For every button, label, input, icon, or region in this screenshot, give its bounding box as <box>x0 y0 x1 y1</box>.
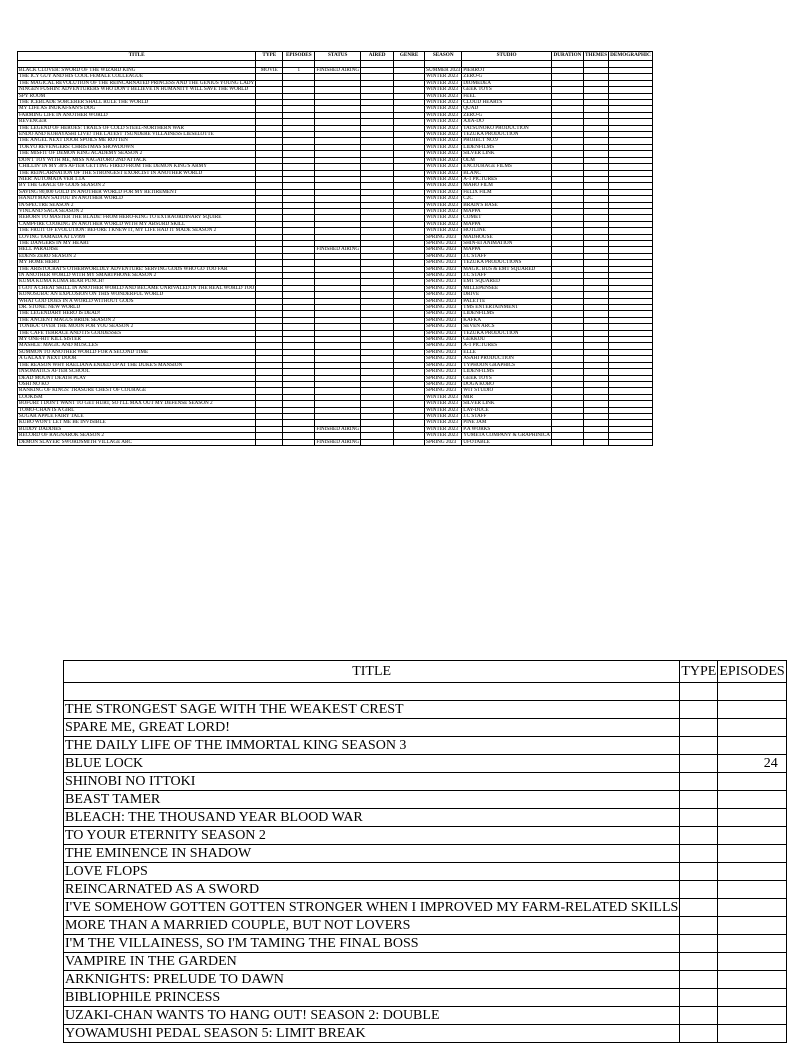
small-table-cell[interactable]: TMS ENTERTAINMENT <box>462 305 552 311</box>
small-table-cell[interactable]: TOMO-CHAN IS A GIRL <box>18 407 256 413</box>
large-table-cell[interactable] <box>680 845 718 863</box>
small-table-cell[interactable]: HOTLINE <box>462 228 552 234</box>
small-table-cell[interactable]: MIR <box>462 394 552 400</box>
small-table-cell[interactable]: WINTER 2023 <box>425 100 462 106</box>
small-table-cell[interactable]: WINTER 2023 <box>425 112 462 118</box>
large-table-cell[interactable]: YOWAMUSHI PEDAL SEASON 5: LIMIT BREAK <box>64 1025 680 1043</box>
small-table-header-cell[interactable]: AIRED <box>361 52 394 61</box>
large-table-row <box>64 881 787 899</box>
large-table-cell[interactable]: ARKNIGHTS: PRELUDE TO DAWN <box>64 971 680 989</box>
small-table-cell[interactable]: WINTER 2023 <box>425 138 462 144</box>
large-table-cell[interactable] <box>718 719 786 737</box>
small-table-cell[interactable]: PROJECT NO.9 <box>462 138 552 144</box>
small-table-cell[interactable]: A GALAXY NEXT DOOR <box>18 356 256 362</box>
small-table-cell[interactable]: RECORD OF RAGNAROK SEASON 2 <box>18 433 256 439</box>
small-table-cell[interactable]: MY LIFE AS INUKAI-SAN'S DOG <box>18 106 256 112</box>
large-table-row <box>64 989 787 1007</box>
small-table-cell[interactable]: SPRING 2023 <box>425 311 462 317</box>
small-table-cell[interactable]: HELL PARADISE <box>18 247 256 253</box>
small-table-cell[interactable]: DEMON SLAYER: SWORDSMITH VILLAGE ARC <box>18 439 256 445</box>
small-table-cell[interactable]: SPRING 2023 <box>425 279 462 285</box>
large-table-cell[interactable] <box>680 809 718 827</box>
large-table-cell[interactable]: BLEACH: THE THOUSAND YEAR BLOOD WAR <box>64 809 680 827</box>
small-table-cell[interactable]: SPRING 2023 <box>425 324 462 330</box>
small-table-cell[interactable]: INSOMATICS AFTER SCHOOL <box>18 369 256 375</box>
large-table-cell[interactable] <box>718 953 786 971</box>
large-table-cell[interactable]: THE EMINENCE IN SHADOW <box>64 845 680 863</box>
small-table-cell[interactable]: DON'T TOY WITH ME, MISS NAGATORO 2ND ATTACK <box>18 157 256 163</box>
small-table-cell[interactable]: GEKKOU <box>462 337 552 343</box>
small-table-cell[interactable]: FINISHED AIRING <box>316 425 360 432</box>
small-table-cell[interactable]: THE LEGEND OF HEROES: TRAILS OF COLD STEEL-NORTHERN WAR <box>18 125 256 131</box>
large-table-cell[interactable] <box>680 1007 718 1025</box>
small-table-cell[interactable]: WINTER 2023 <box>425 164 462 170</box>
small-table-cell[interactable]: SPRING 2023 <box>425 285 462 291</box>
small-table-cell[interactable]: MASHLE: MAGIC AND MUSCLES <box>18 343 256 349</box>
small-table-cell[interactable]: RANKING OF KINGS: TRASURE CHEST OF COURAGE <box>18 388 256 394</box>
small-table-cell[interactable]: PINE JAM <box>462 420 552 426</box>
large-table-row <box>64 971 787 989</box>
small-table-cell[interactable]: EMT SQUARED <box>462 279 552 285</box>
small-table-header-cell[interactable]: SEASON <box>425 52 462 61</box>
small-table-cell[interactable]: AJIA-DO <box>462 119 552 125</box>
small-table-cell[interactable]: THE CAFE TERRACE AND ITS GODDESSES <box>18 330 256 336</box>
small-table-cell[interactable]: MILLEPENSEE <box>462 285 552 291</box>
large-table-row <box>64 701 787 719</box>
small-table-header-cell[interactable]: STUDIO <box>462 52 552 61</box>
small-table-cell[interactable]: MAPPA <box>462 221 552 227</box>
small-table-cell[interactable]: BOFURI: I DON'T WANT TO GET HURT, SO I'LL MAX OUT MY DEFENSE SEASON 2 <box>18 401 256 407</box>
small-table-cell[interactable]: IN ANOTHER WORLD WITH MY SMARTPHONE SEASON 2 <box>18 273 256 279</box>
small-table-header-row <box>18 52 653 61</box>
small-table-cell[interactable]: SPY ROOM <box>18 93 256 99</box>
large-table-row <box>64 755 787 773</box>
small-table-cell[interactable] <box>361 61 394 68</box>
small-table-cell[interactable] <box>394 61 425 68</box>
large-table-cell[interactable] <box>680 1025 718 1043</box>
small-table-cell[interactable]: LIDENFILMS <box>462 311 552 317</box>
large-table-cell[interactable] <box>680 773 718 791</box>
small-table-cell[interactable]: WINTER 2023 <box>425 394 462 400</box>
small-table-cell[interactable]: LOOKISM <box>18 394 256 400</box>
small-table-cell[interactable]: SPRING 2023 <box>425 369 462 375</box>
small-table-cell[interactable]: WINTER 2023 <box>425 106 462 112</box>
large-table-cell[interactable]: I'M THE VILLAINESS, SO I'M TAMING THE FINAL BOSS <box>64 935 680 953</box>
small-table-cell[interactable]: TONIKA: OVER THE MOON FOR YOU SEASON 2 <box>18 324 256 330</box>
large-table-cell[interactable] <box>718 791 786 809</box>
small-table-cell[interactable]: TEZUKA PRODUCTIONS <box>462 260 552 266</box>
small-table-cell[interactable]: TYPHOON GRAPHICS <box>462 362 552 368</box>
large-table-row <box>64 917 787 935</box>
small-table-cell[interactable]: WINTER 2023 <box>425 80 462 86</box>
small-table-cell[interactable]: WINTER 2023 <box>425 420 462 426</box>
small-table-cell[interactable] <box>551 439 583 445</box>
small-table-cell[interactable]: WINTER 2023 <box>425 74 462 80</box>
small-table-cell[interactable]: GEEK TOYS <box>462 375 552 381</box>
large-table-cell[interactable]: 24 <box>718 755 786 773</box>
small-table-cell[interactable] <box>609 61 653 68</box>
small-table-cell[interactable]: IN/SPECTRE SEASON 2 <box>18 202 256 208</box>
large-table-header-cell[interactable]: EPISODES <box>718 661 786 683</box>
small-table-cell[interactable]: MY ONE-HIT KILL SISTER <box>18 337 256 343</box>
large-table-cell[interactable] <box>718 737 786 755</box>
small-table-cell[interactable]: WINTER 2023 <box>425 144 462 150</box>
small-table-body <box>18 61 653 446</box>
large-table-cell[interactable]: THE STRONGEST SAGE WITH THE WEAKEST CREST <box>64 701 680 719</box>
small-table-cell[interactable]: SPRING 2023 <box>425 362 462 368</box>
small-table-cell[interactable]: WINTER 2023 <box>425 183 462 189</box>
small-table-cell[interactable]: THE ICEBLADE SORCERER SHALL RULE THE WORLD <box>18 100 256 106</box>
large-table-cell[interactable] <box>718 1025 786 1043</box>
large-table-row <box>64 953 787 971</box>
small-table-header-cell[interactable]: EPISODES <box>283 52 315 61</box>
small-table-cell[interactable]: OSHI NO KO <box>18 381 256 387</box>
small-table-cell[interactable]: WINTER 2023 <box>425 151 462 157</box>
small-table-cell[interactable]: LIDENFILMS <box>462 144 552 150</box>
small-table-cell[interactable]: ENCOURAGE FILMS <box>462 164 552 170</box>
small-table-cell[interactable]: SUMMON TO ANOTHER WORLD FOR A SECOND TIME <box>18 349 256 355</box>
large-table-cell[interactable] <box>680 881 718 899</box>
large-table-row <box>64 737 787 755</box>
small-table-header-cell[interactable]: TYPE <box>256 52 283 61</box>
large-table-cell[interactable] <box>680 989 718 1007</box>
large-table-cell[interactable] <box>718 971 786 989</box>
small-table-cell[interactable]: THE ICY GUY AND HIS COOL FEMALE COLLEAGUE <box>18 74 256 80</box>
small-table-cell[interactable]: COMET <box>462 215 552 221</box>
small-table-cell[interactable]: WINTER 2023 <box>425 426 462 432</box>
small-table-cell[interactable]: OLM <box>462 157 552 163</box>
small-table-cell[interactable]: SPRING 2023 <box>425 298 462 304</box>
large-table-cell[interactable] <box>680 935 718 953</box>
small-table-cell[interactable]: FINISHED AIRING <box>316 246 360 253</box>
small-table-cell[interactable]: WINTER 2023 <box>425 202 462 208</box>
large-table-cell[interactable]: VAMPIRE IN THE GARDEN <box>64 953 680 971</box>
small-table-cell[interactable]: SPRING 2023 <box>425 330 462 336</box>
small-table-cell[interactable]: J.C STAFF <box>462 253 552 259</box>
small-table-cell[interactable]: SPRING 2023 <box>425 317 462 323</box>
small-table-cell[interactable]: WINTER 2023 <box>425 119 462 125</box>
large-table-cell[interactable]: BIBLIOPHILE PRINCESS <box>64 989 680 1007</box>
large-table-row <box>64 827 787 845</box>
large-table-row <box>64 791 787 809</box>
small-table-cell[interactable]: TEZUKA PRODUCTION <box>462 132 552 138</box>
small-table-cell[interactable]: TOKYO REVENGERS: CHRISTMAS SHOWDOWN <box>18 144 256 150</box>
small-table-cell[interactable]: HANDYMAN SAITOU IN ANOTHER WORLD <box>18 196 256 202</box>
small-table-cell[interactable]: ZERO-G <box>462 112 552 118</box>
small-table-cell[interactable]: SPRING 2023 <box>425 305 462 311</box>
small-table-header-cell[interactable]: TITLE <box>18 52 256 61</box>
small-table-cell[interactable]: THE ARISTOCRAT'S OTHERWORLDLY ADVENTURE: SERVING GODS WHO GO TOO FAR <box>18 266 256 272</box>
large-table-row <box>64 1007 787 1025</box>
small-table-cell[interactable]: MAHO FILM <box>462 183 552 189</box>
large-table-cell[interactable]: BLUE LOCK <box>64 755 680 773</box>
large-table-cell[interactable] <box>680 953 718 971</box>
small-table-cell[interactable]: WINTER 2023 <box>425 132 462 138</box>
small-table-cell[interactable]: THE REINCARNATION OF THE STRONGEST EXORCIST IN ANOTHER WORLD <box>18 170 256 176</box>
small-table-cell[interactable]: DIOMEDEA <box>462 80 552 86</box>
small-table-cell[interactable]: KONOSUBA: AN EXPLOSION ON THIS WONDERFUL WORLD <box>18 292 256 298</box>
small-table-cell[interactable]: SILVER LINK <box>462 401 552 407</box>
large-table-row <box>64 863 787 881</box>
large-table-cell[interactable] <box>680 755 718 773</box>
small-table-cell[interactable] <box>583 61 608 68</box>
small-table-cell[interactable]: FEEL <box>462 93 552 99</box>
small-table-cell[interactable]: WINTER 2023 <box>425 407 462 413</box>
small-table-cell[interactable]: DOGA KOBO <box>462 381 552 387</box>
small-anime-table <box>17 51 653 446</box>
small-table-cell[interactable]: CAMPFIRE COOKING IN ANOTHER WORLD WITH MY ABSURD SKILL <box>18 221 256 227</box>
small-table-cell[interactable]: KUMA KUMA KUMA BEAR PUNCH! <box>18 279 256 285</box>
small-table-cell[interactable]: WINTER 2023 <box>425 413 462 419</box>
small-table-cell[interactable]: SPRING 2023 <box>425 439 462 445</box>
large-table-cell[interactable] <box>680 701 718 719</box>
small-table-cell[interactable]: MY HOME HERO <box>18 260 256 266</box>
large-table-cell[interactable]: MORE THAN A MARRIED COUPLE, BUT NOT LOVERS <box>64 917 680 935</box>
small-table-cell[interactable]: SPRING 2023 <box>425 292 462 298</box>
small-table-cell[interactable]: SEVEN ARCS <box>462 324 552 330</box>
large-table-cell[interactable] <box>64 683 680 701</box>
large-table-header-row <box>64 661 787 683</box>
small-table-cell[interactable]: NINGEN FUSHIN: ADVENTURERS WHO DON'T BELIEVE IN HUMANITY WILL SAVE THE WORLD <box>18 87 256 93</box>
small-table-cell[interactable]: ELLE <box>462 349 552 355</box>
small-table-cell[interactable]: SPRING 2023 <box>425 356 462 362</box>
large-table-cell[interactable] <box>680 719 718 737</box>
small-table-header-cell[interactable]: GENRE <box>394 52 425 61</box>
small-table-cell[interactable]: REVENGER <box>18 119 256 125</box>
large-table-cell[interactable]: TO YOUR ETERNITY SEASON 2 <box>64 827 680 845</box>
small-table-cell[interactable]: PIERROT <box>462 68 552 74</box>
large-table-row <box>64 845 787 863</box>
large-table-cell[interactable] <box>680 791 718 809</box>
small-table-cell[interactable]: QUAD <box>462 106 552 112</box>
small-table-cell[interactable]: THE LEGENDARY HERO IS DEAD! <box>18 311 256 317</box>
small-table-cell[interactable]: WINTER 2023 <box>425 189 462 195</box>
small-table-cell[interactable]: SPRING 2023 <box>425 381 462 387</box>
small-table-cell[interactable] <box>551 61 583 68</box>
small-table-cell[interactable]: WINTER 2023 <box>425 208 462 214</box>
small-table-cell[interactable]: UFOTABLE <box>462 439 552 445</box>
large-table-row <box>64 773 787 791</box>
small-table-cell[interactable]: SILVER LINK <box>462 151 552 157</box>
small-table-cell[interactable]: KUBO WON'T LET ME BE INVISIBLE <box>18 420 256 426</box>
small-table-cell[interactable]: P.A WORKS <box>462 426 552 432</box>
small-table-cell[interactable]: SUMMER 2023 <box>426 67 461 73</box>
small-table-cell[interactable]: THE FRUIT OF EVOLUTION: BEFORE I KNEW IT, MY LIFE HAD IT MADE SEASON 2 <box>18 228 256 234</box>
small-table-cell[interactable]: WHAT GOD DOES IN A WORLD WITHOUT GODS <box>18 298 256 304</box>
small-table-cell[interactable]: DEAD MOUNT DEATH PLAY <box>18 375 256 381</box>
small-table-cell[interactable]: WINTER 2023 <box>425 170 462 176</box>
large-table-cell[interactable]: UZAKI-CHAN WANTS TO HANG OUT! SEASON 2: DOUBLE <box>64 1007 680 1025</box>
small-table-header-cell[interactable]: THEMES <box>583 52 608 61</box>
large-table-cell[interactable] <box>680 899 718 917</box>
small-table-cell[interactable]: BUDDY DADDIES <box>18 426 256 432</box>
large-table-cell[interactable] <box>680 827 718 845</box>
small-table-cell[interactable]: THE DANGERS IN MY HEART <box>18 240 256 246</box>
large-table-row <box>64 899 787 917</box>
small-table-cell[interactable]: BLANC <box>462 170 552 176</box>
small-table-cell[interactable]: SAVING 80,000 GOLD IN ANOTHER WORLD FOR MY RETIREMENT <box>18 189 256 195</box>
large-table-cell[interactable] <box>680 971 718 989</box>
large-table-cell[interactable] <box>680 737 718 755</box>
small-table-cell[interactable] <box>609 439 653 445</box>
small-table-cell[interactable]: MADHOUSE <box>462 234 552 240</box>
small-table-cell[interactable]: I GOT A CHEAT SKILL IN ANOTHER WORLD AND BECAME UNRIVALED IN THE REAL WORLD TOO <box>19 284 255 291</box>
small-table-cell[interactable] <box>394 439 425 445</box>
large-table-cell[interactable]: SPARE ME, GREAT LORD! <box>64 719 680 737</box>
small-table-cell[interactable]: WINTER 2023 <box>425 228 462 234</box>
large-anime-table <box>63 660 787 1043</box>
small-table-cell[interactable]: EDENS ZERO SEASON 2 <box>18 253 256 259</box>
small-table-cell[interactable]: SPRING 2023 <box>425 337 462 343</box>
small-table-cell[interactable]: THE ANCIENT MAGUS BRIDE SEASON 2 <box>18 317 256 323</box>
small-table-row <box>18 439 653 445</box>
large-table-row <box>64 719 787 737</box>
small-table-cell[interactable]: SPRING 2023 <box>425 247 462 253</box>
small-table-cell[interactable]: PALETTE <box>462 298 552 304</box>
large-table-cell[interactable]: THE DAILY LIFE OF THE IMMORTAL KING SEASON 3 <box>64 737 680 755</box>
small-table-cell[interactable]: SPRING 2023 <box>425 260 462 266</box>
small-table-cell[interactable]: SPRING 2023 <box>425 266 462 272</box>
small-table-cell[interactable]: SUGAR APPLE FAIRY TALE <box>18 413 256 419</box>
small-table-cell[interactable]: J.C STAFF <box>462 413 552 419</box>
small-table-cell[interactable]: TATSUNOKO PRODUCTION <box>462 125 552 131</box>
small-table-cell[interactable] <box>283 439 315 445</box>
large-table-cell[interactable] <box>718 881 786 899</box>
large-table-cell[interactable] <box>680 863 718 881</box>
small-table-cell[interactable]: 1 <box>283 68 315 74</box>
small-table-cell[interactable] <box>256 439 283 445</box>
small-table-cell[interactable]: WINTER 2023 <box>425 433 462 439</box>
large-table-cell[interactable] <box>718 989 786 1007</box>
small-table-cell[interactable]: MOVIE <box>256 68 283 74</box>
small-table-cell[interactable]: ZERO-G <box>462 74 552 80</box>
small-table-cell[interactable]: WIT STUDIO <box>462 388 552 394</box>
small-table-cell[interactable]: WINTER 2023 <box>425 221 462 227</box>
small-table-cell[interactable]: THE MISFIT OF DEMON KING ACADEMY SEASON 2 <box>18 151 256 157</box>
large-table-cell[interactable]: REINCARNATED AS A SWORD <box>64 881 680 899</box>
small-table-cell[interactable]: LIDENFILMS <box>462 369 552 375</box>
small-table-cell[interactable]: DRIVE <box>462 292 552 298</box>
small-table-cell[interactable]: DR. STONE: NEW WORLD <box>18 305 256 311</box>
small-table-cell[interactable]: MAPPA <box>462 208 552 214</box>
small-table-cell[interactable]: SPRING 2023 <box>425 388 462 394</box>
large-table-row <box>64 809 787 827</box>
small-table-cell[interactable]: FINISHED AIRING <box>316 438 360 445</box>
small-table-cell[interactable]: SPRING 2023 <box>425 253 462 259</box>
small-table-cell[interactable]: NIER: AUTOMATA VER 1.1A <box>18 176 256 182</box>
small-table-cell[interactable]: ASAHI PRODUCTION <box>462 356 552 362</box>
small-table-cell[interactable]: SPRING 2023 <box>425 349 462 355</box>
small-table-cell[interactable]: REBORN TO MASTER THE BLADE: FROM HERO-KING TO EXTRAORDINARY SQUIRE <box>18 215 256 221</box>
small-table-header-cell[interactable]: STATUS <box>315 52 361 61</box>
large-table-cell[interactable] <box>718 809 786 827</box>
large-table-header-cell[interactable]: TYPE <box>680 661 718 683</box>
small-table-cell[interactable]: WINTER 2023 <box>425 196 462 202</box>
large-table-cell[interactable] <box>680 683 718 701</box>
small-table-cell[interactable]: SPRING 2023 <box>425 234 462 240</box>
small-table-cell[interactable]: WINTER 2023 <box>425 157 462 163</box>
small-table-cell[interactable]: MAPPA <box>462 247 552 253</box>
large-table-cell[interactable] <box>718 773 786 791</box>
small-table-cell[interactable]: THE MAGICAL REVOLUTION OF THE REINCARNATED PRINCESS AND THE GENIUS YOUNG LADY <box>19 79 255 86</box>
large-table-cell[interactable]: I'VE SOMEHOW GOTTEN GOTTEN STRONGER WHEN I IMPROVED MY FARM-RELATED SKILLS <box>65 900 679 915</box>
large-table-cell[interactable] <box>718 899 786 917</box>
small-table-cell[interactable]: YUMETA COMPANY & GRAPHINICA <box>463 432 550 439</box>
small-table-cell[interactable]: WINTER 2023 <box>425 401 462 407</box>
large-table-cell[interactable] <box>718 917 786 935</box>
small-table-cell[interactable]: SPRING 2023 <box>425 375 462 381</box>
small-table-cell[interactable]: GEEK TOYS <box>462 87 552 93</box>
small-table-cell[interactable]: BY THE GRACE OF GODS SEASON 2 <box>18 183 256 189</box>
small-table-cell[interactable]: THE REASON WHY RAELIANA ENDED UP AT THE DUKE'S MANSION <box>18 362 256 368</box>
small-table-cell[interactable]: SPRING 2023 <box>425 343 462 349</box>
small-table-cell[interactable]: BLACK CLOVER: SWORD OF THE WIZARD KING <box>18 68 256 74</box>
large-table-body <box>64 683 787 1043</box>
large-table-blank-row <box>64 683 787 701</box>
large-table-header-cell[interactable]: TITLE <box>64 661 680 683</box>
small-table-cell[interactable]: J.C STAFF <box>462 273 552 279</box>
small-table-cell[interactable]: ENDO AND KOBAYASHI LIVE! THE LATEST TSUNDERE VILLAINESS LIESELOTTE <box>18 132 256 138</box>
large-table-cell[interactable] <box>718 701 786 719</box>
small-table-cell[interactable]: A-1 PICTURES <box>462 343 552 349</box>
small-table-cell[interactable]: SHIN-EI ANIMATION <box>462 240 552 246</box>
large-table-cell[interactable] <box>718 683 786 701</box>
small-table-header-cell[interactable]: DURATION <box>551 52 583 61</box>
large-table-row <box>64 1025 787 1043</box>
small-table-cell[interactable]: BRAIN'S BASE <box>462 202 552 208</box>
small-table-cell[interactable]: FINISHED AIRING <box>316 67 360 73</box>
large-table-row <box>64 935 787 953</box>
large-table-cell[interactable] <box>718 935 786 953</box>
small-table-header-cell[interactable]: DEMOGRAPHIC <box>609 52 653 61</box>
small-table-cell[interactable]: MAGIC BUS & EMT SQUARED <box>462 266 552 272</box>
small-table-cell[interactable]: SPRING 2023 <box>425 240 462 246</box>
small-table-cell[interactable]: VINLAND SAGA SEASON 2 <box>18 208 256 214</box>
small-table-cell[interactable]: FELIX FILM <box>462 189 552 195</box>
large-table-cell[interactable]: SHINOBI NO ITTOKI <box>64 773 680 791</box>
small-table-cell[interactable]: A-1 PICTURES <box>462 176 552 182</box>
small-table-cell[interactable]: LOVING YAMADA AT LV999 <box>18 234 256 240</box>
small-table-cell[interactable]: KAFKA <box>462 317 552 323</box>
small-table-cell[interactable]: CHILLIN' IN MY 30'S AFTER GETTING FIRED FROM THE DEMON KING'S ARMY <box>18 164 256 170</box>
small-table-cell[interactable]: FARMING LIFE IN ANOTHER WORLD <box>18 112 256 118</box>
large-table-cell[interactable] <box>718 1007 786 1025</box>
small-table-cell[interactable]: C2C <box>462 196 552 202</box>
small-table-cell[interactable]: TEZUKA PRODUCTION <box>462 330 552 336</box>
small-table-cell[interactable] <box>583 439 608 445</box>
small-table-cell[interactable]: WINTER 2023 <box>425 87 462 93</box>
small-table-cell[interactable]: WINTER 2023 <box>425 93 462 99</box>
small-table-cell[interactable]: WINTER 2023 <box>425 125 462 131</box>
small-table-cell[interactable]: THE ANGEL NEXT DOOR SPOILS ME ROTTEN <box>18 138 256 144</box>
small-table-cell[interactable]: LAY-DUCE <box>462 407 552 413</box>
small-table-cell[interactable]: CLOUD HEARTS <box>462 100 552 106</box>
small-table-cell[interactable]: WINTER 2023 <box>425 176 462 182</box>
large-table-cell[interactable] <box>680 917 718 935</box>
small-table-cell[interactable]: WINTER 2023 <box>425 215 462 221</box>
large-table-cell[interactable]: LOVE FLOPS <box>64 863 680 881</box>
small-table-cell[interactable]: SPRING 2023 <box>425 273 462 279</box>
large-table-cell[interactable] <box>718 827 786 845</box>
large-table-cell[interactable] <box>718 845 786 863</box>
large-table-cell[interactable] <box>718 863 786 881</box>
large-table-cell[interactable]: BEAST TAMER <box>64 791 680 809</box>
small-table-cell[interactable] <box>361 439 394 445</box>
